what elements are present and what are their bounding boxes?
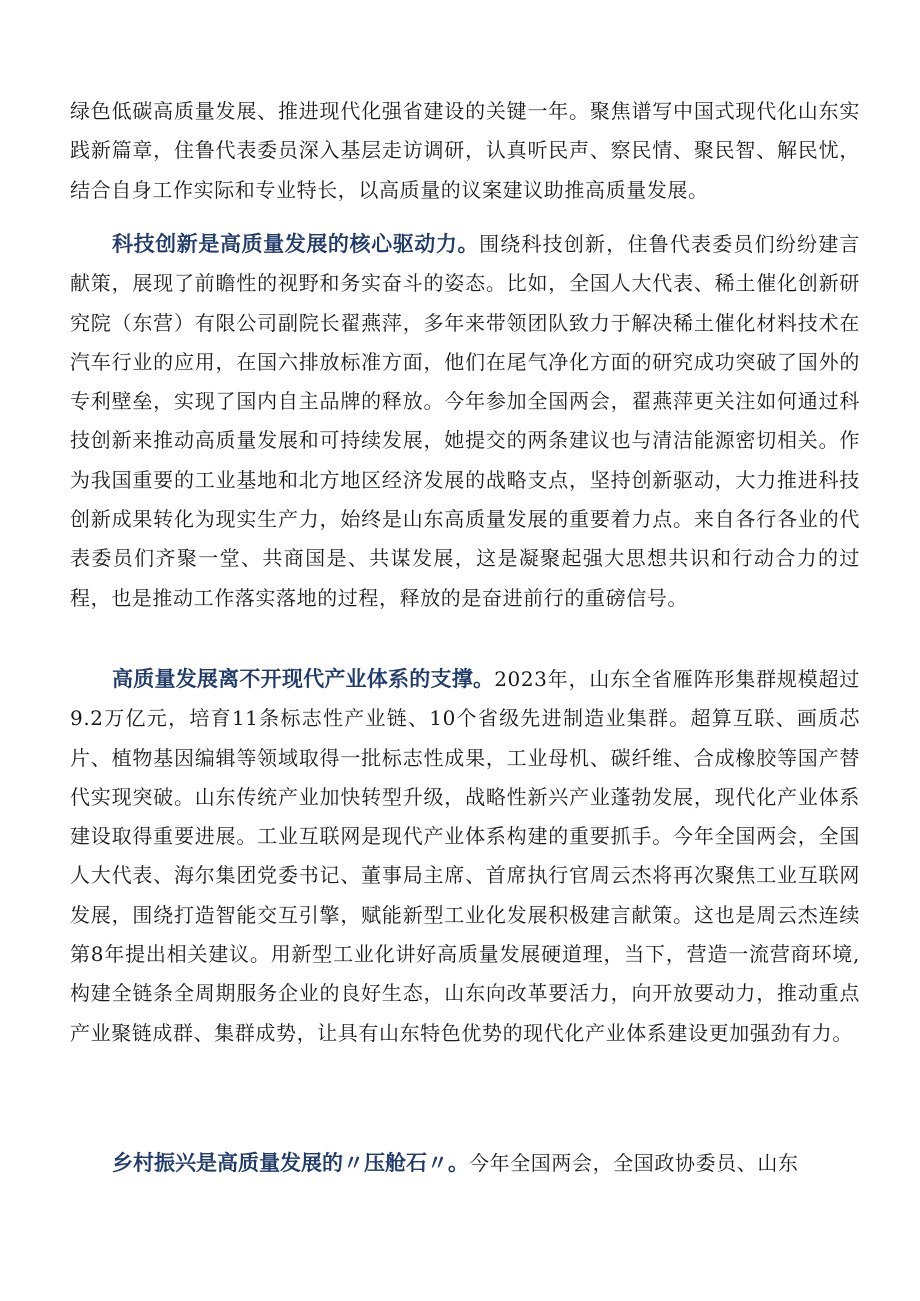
paragraph-rural-revitalization: [70, 1144, 860, 1183]
paragraph-industry-text: 2023年，山东全省雁阵形集群规模超过9.2万亿元，培育11条标志性产业链、10个省级先进制造业集群。超算互联、画质芯片、植物基因编辑等领域取得一批标志性成果，工业母机、碳纤维、合成橡胶等国产替代实现突破。山东传统产业加快转型升级，战略性新兴产业蓬勃发展，现代化产业体系建设取得重要进展。工业互联网是现代产业体系构建的重要抓手。今年全国两会，全国人大代表、海尔集团党委书记、董事局主席、首席执行官周云杰将再次聚焦工业互联网发展，围绕打造智能交互引擎，赋能新型工业化发展积极建言献策。这也是周云杰连续第8年提出相关建议。用新型工业化讲好高质量发展硬道理，当下，营造一流营商环境,构建全链条全周期服务企业的良好生态，山东向改革要活力，向开放要动力，推动重点产业聚链成群、集群成势，让具有山东特色优势的现代化产业体系建设更加强劲有力。: [70, 667, 860, 1045]
paragraph-intro: [70, 92, 860, 210]
paragraph-heading-rural: 乡村振兴是高质量发展的〃压舱石〃。: [112, 1151, 469, 1175]
paragraph-tech-innovation: [70, 225, 860, 618]
paragraph-rural-text: 今年全国两会，全国政协委员、山东: [469, 1151, 799, 1175]
paragraph-heading-tech: 科技创新是高质量发展的核心驱动力。: [112, 232, 480, 256]
paragraph-intro-text: 绿色低碳高质量发展、推进现代化强省建设的关键一年。聚焦谱写中国式现代化山东实践新篇章，住鲁代表委员深入基层走访调研，认真听民声、察民情、聚民智、解民忧，结合自身工作实际和专业特长，以高质量的议案建议助推高质量发展。: [70, 99, 860, 202]
paragraph-industry-system: [70, 660, 860, 1053]
paragraph-heading-industry: 高质量发展离不开现代产业体系的支撑。: [112, 667, 495, 691]
paragraph-tech-text: 围绕科技创新，住鲁代表委员们纷纷建言献策，展现了前瞻性的视野和务实奋斗的姿态。比如，全国人大代表、稀土催化创新研究院（东营）有限公司副院长翟燕萍，多年来带领团队致力于解决稀土催化材料技术在汽车行业的应用，在国六排放标准方面，他们在尾气净化方面的研究成功突破了国外的专利壁垒，实现了国内自主品牌的释放。今年参加全国两会，翟燕萍更关注如何通过科技创新来推动高质量发展和可持续发展，她提交的两条建议也与清洁能源密切相关。作为我国重要的工业基地和北方地区经济发展的战略支点，坚持创新驱动，大力推进科技创新成果转化为现实生产力，始终是山东高质量发展的重要着力点。来自各行各业的代表委员们齐聚一堂、共商国是、共谋发展，这是凝聚起强大思想共识和行动合力的过程，也是推动工作落实落地的过程，释放的是奋进前行的重磅信号。: [70, 232, 860, 610]
